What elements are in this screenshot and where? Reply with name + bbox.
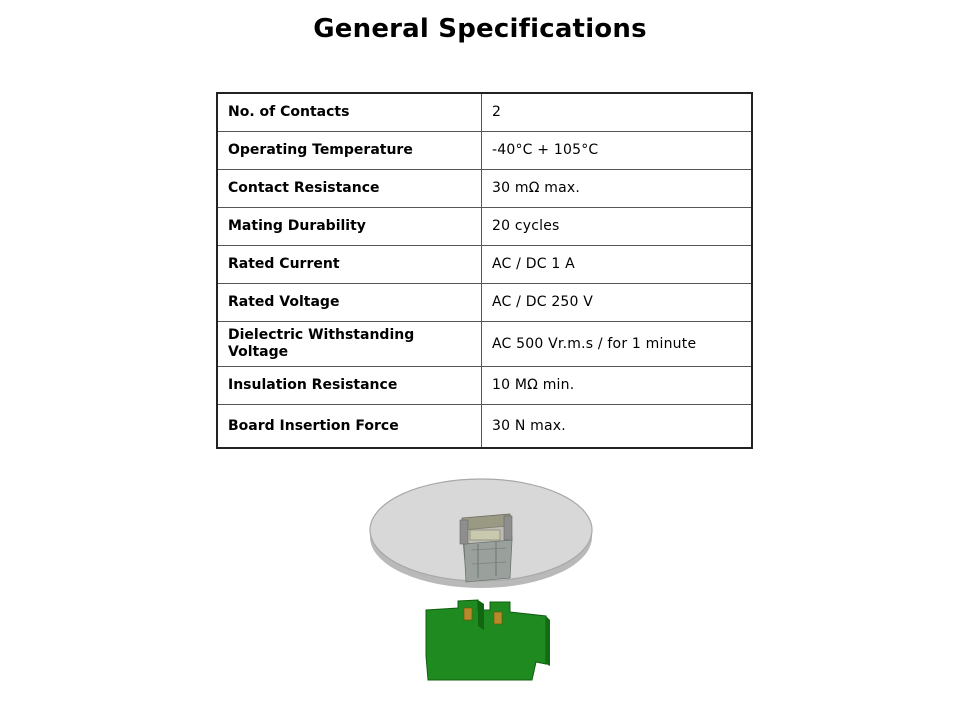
spec-label: Operating Temperature bbox=[217, 131, 482, 169]
spec-value: AC / DC 1 A bbox=[482, 245, 753, 283]
table-row bbox=[217, 169, 752, 207]
page-title: General Specifications bbox=[313, 14, 647, 44]
spec-label: Rated Current bbox=[217, 245, 482, 283]
spec-label: Contact Resistance bbox=[217, 169, 482, 207]
table-row bbox=[217, 93, 752, 131]
board-contact-pad bbox=[464, 608, 472, 620]
table-row bbox=[217, 207, 752, 245]
spec-value: 10 MΩ min. bbox=[482, 366, 753, 404]
circuit-board bbox=[426, 600, 550, 680]
board-contact-pad bbox=[494, 612, 502, 624]
table-row bbox=[217, 245, 752, 283]
spec-label: Mating Durability bbox=[217, 207, 482, 245]
spec-value: -40°C + 105°C bbox=[482, 131, 753, 169]
table-row bbox=[217, 283, 752, 321]
spec-label: Board Insertion Force bbox=[217, 404, 482, 448]
spec-value: 30 mΩ max. bbox=[482, 169, 753, 207]
spec-value: 20 cycles bbox=[482, 207, 753, 245]
spec-value: AC / DC 250 V bbox=[482, 283, 753, 321]
connector-drawing bbox=[360, 470, 610, 690]
spec-label: No. of Contacts bbox=[217, 93, 482, 131]
spec-label: Rated Voltage bbox=[217, 283, 482, 321]
spec-value: 30 N max. bbox=[482, 404, 753, 448]
specifications-table bbox=[216, 92, 753, 449]
spec-label: Insulation Resistance bbox=[217, 366, 482, 404]
table-row bbox=[217, 404, 752, 448]
spec-value: AC 500 Vr.m.s / for 1 minute bbox=[482, 321, 753, 366]
spec-label-text: Dielectric Withstanding Voltage bbox=[228, 326, 415, 360]
spec-value: 2 bbox=[482, 93, 753, 131]
table-row bbox=[217, 366, 752, 404]
connector-part bbox=[460, 514, 512, 582]
connector-illustration bbox=[360, 470, 610, 690]
table-row bbox=[217, 131, 752, 169]
spec-label bbox=[217, 321, 482, 366]
table-row bbox=[217, 321, 752, 366]
